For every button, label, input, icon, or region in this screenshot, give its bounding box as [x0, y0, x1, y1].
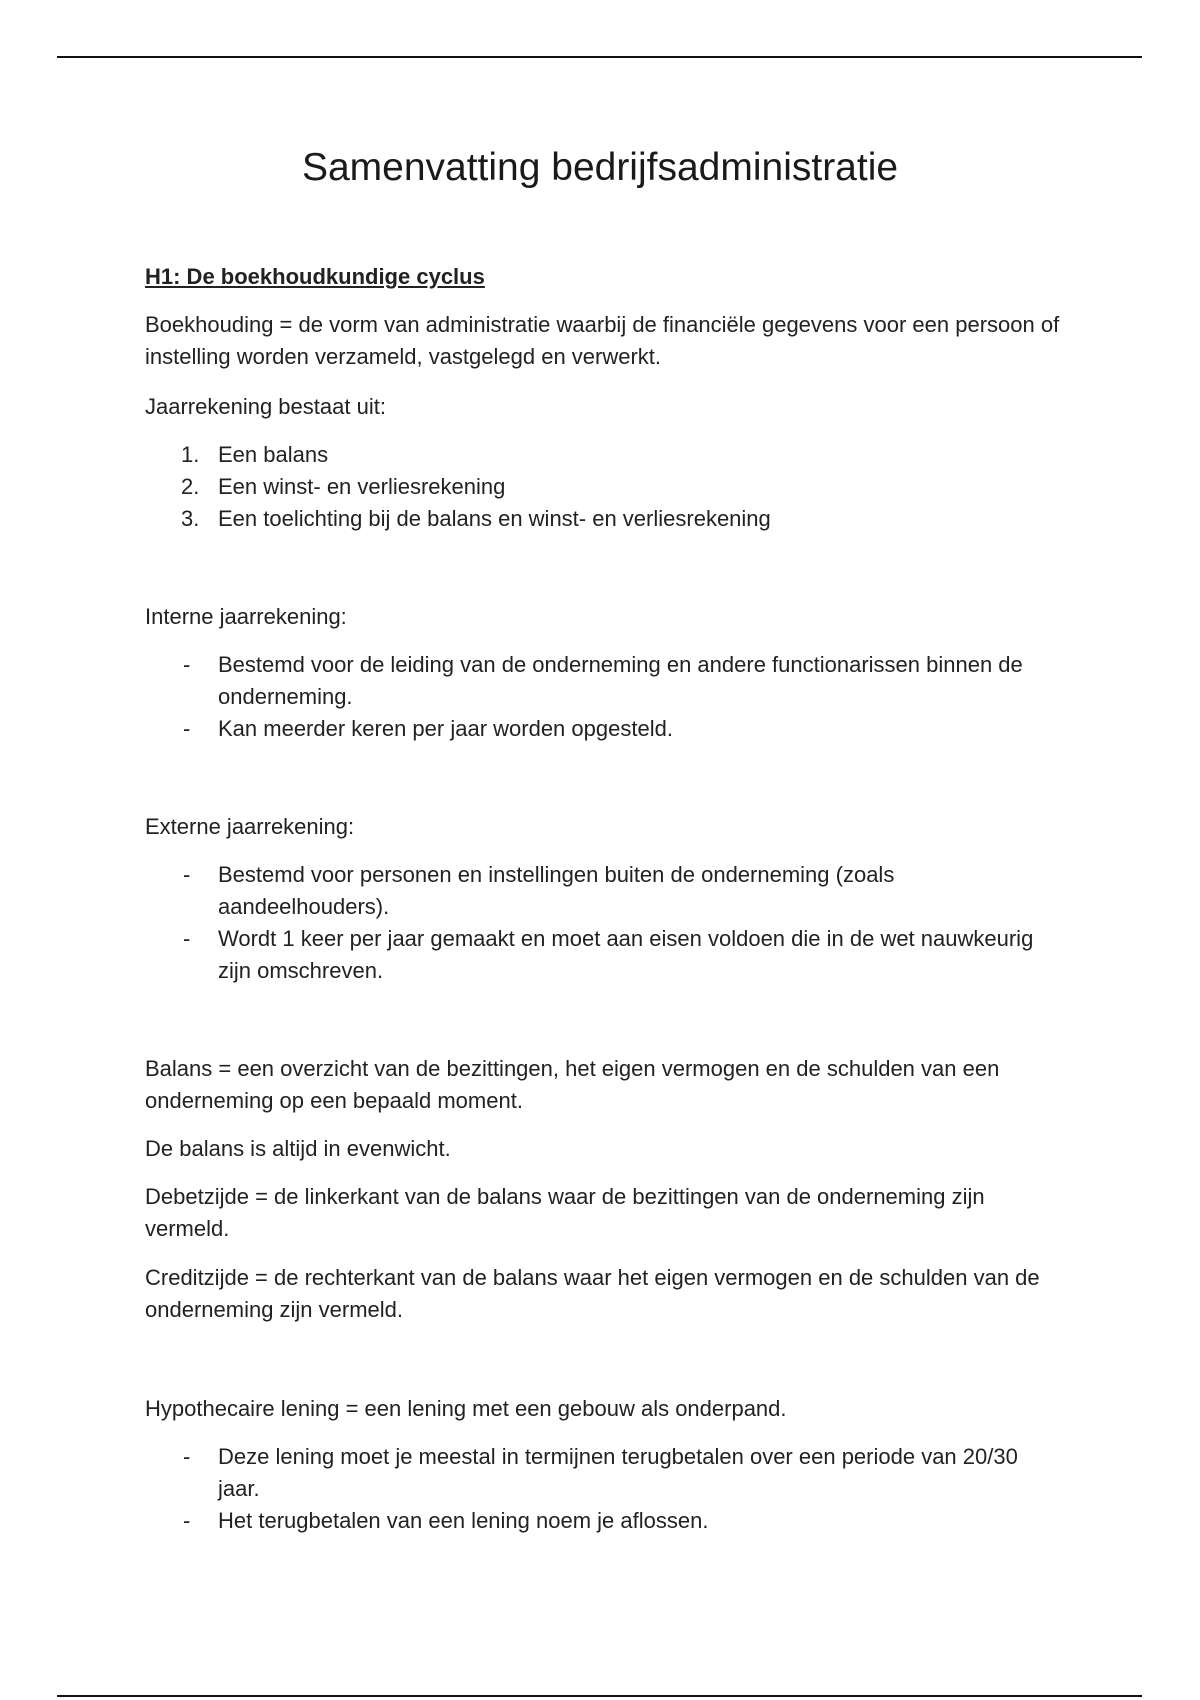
list-item [145, 1505, 1065, 1537]
list-item-text: Een balans [218, 442, 329, 467]
list-item-text: Het terugbetalen van een lening noem je aflossen. [218, 1508, 709, 1533]
externe-jaarrekening-list [145, 859, 1065, 987]
list-item-text: Bestemd voor personen en instellingen buiten de onderneming (zoals aandeelhouders). [218, 862, 895, 919]
list-marker: - [183, 926, 191, 951]
chapter-heading: H1: De boekhoudkundige cyclus [145, 264, 485, 289]
creditzijde-definition: Creditzijde = de rechterkant van de balans waar het eigen vermogen en de schulden van de onderneming zijn vermeld. [145, 1265, 1040, 1322]
list-item [145, 923, 1065, 987]
list-item-text: Deze lening moet je meestal in termijnen terugbetalen over een periode van 20/30 jaar. [218, 1444, 1018, 1501]
list-item-text: Wordt 1 keer per jaar gemaakt en moet aan eisen voldoen die in de wet nauwkeurig zijn omschreven. [218, 926, 1034, 983]
document-title: Samenvatting bedrijfsadministratie [301, 146, 899, 189]
list-item [145, 649, 1065, 713]
list-item [145, 471, 1065, 503]
list-marker: - [183, 1508, 191, 1533]
header-rule [57, 56, 1142, 58]
list-item [145, 439, 1065, 471]
jaarrekening-list [145, 439, 1065, 535]
boekhouding-definition: Boekhouding = de vorm van administratie waarbij de financiële gegevens voor een persoon of instelling worden verzameld, vastgelegd en verwerkt. [145, 312, 1060, 369]
balans-definition: Balans = een overzicht van de bezittingen, het eigen vermogen en de schulden van een onderneming op een bepaald moment. [145, 1056, 1000, 1113]
list-item [145, 503, 1065, 535]
list-marker: - [183, 716, 191, 741]
footer-rule [57, 1695, 1142, 1697]
balans-evenwicht: De balans is altijd in evenwicht. [145, 1136, 451, 1161]
list-marker: - [183, 1444, 191, 1469]
hypotheek-definition: Hypothecaire lening = een lening met een gebouw als onderpand. [145, 1396, 787, 1421]
list-marker: 1. [181, 442, 200, 467]
jaarrekening-intro: Jaarrekening bestaat uit: [145, 394, 386, 419]
debetzijde-definition: Debetzijde = de linkerkant van de balans waar de bezittingen van de onderneming zijn vermeld. [145, 1184, 985, 1241]
list-marker: - [183, 862, 191, 887]
list-item-text: Bestemd voor de leiding van de onderneming en andere functionarissen binnen de onderneming. [218, 652, 1023, 709]
list-item-text: Een winst- en verliesrekening [218, 474, 506, 499]
hypotheek-list [145, 1441, 1065, 1537]
list-marker: 3. [181, 506, 200, 531]
list-marker: - [183, 652, 191, 677]
list-item [145, 859, 1065, 923]
list-marker: 2. [181, 474, 200, 499]
interne-jaarrekening-label: Interne jaarrekening: [145, 604, 347, 629]
interne-jaarrekening-list [145, 649, 1065, 745]
list-item-text: Een toelichting bij de balans en winst- en verliesrekening [218, 506, 771, 531]
externe-jaarrekening-label: Externe jaarrekening: [145, 814, 355, 839]
list-item-text: Kan meerder keren per jaar worden opgesteld. [218, 716, 673, 741]
list-item [145, 1441, 1065, 1505]
list-item [145, 713, 1065, 745]
